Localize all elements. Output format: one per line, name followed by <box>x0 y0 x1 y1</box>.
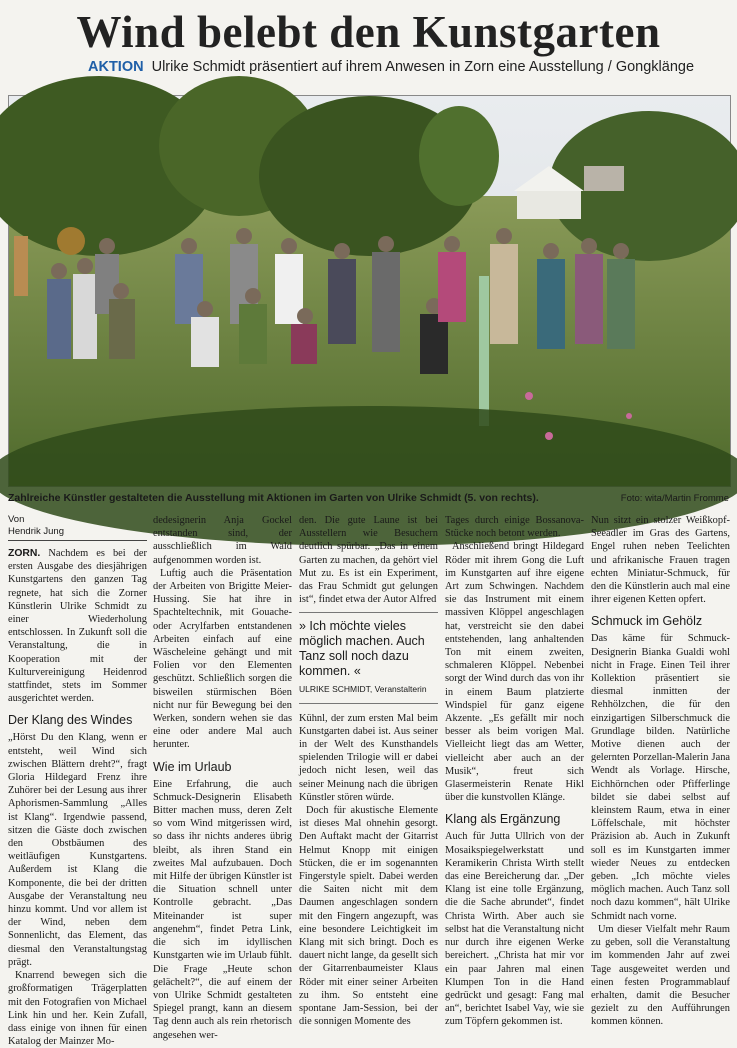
subline <box>88 59 728 75</box>
byline-von: Von <box>8 514 25 525</box>
paragraph: Nun sitzt ein stolzer Weißkopf-Seeadler im Gras des Gartens, Engel ruhen neben Teelichten und afrikanische Frauen tragen echten Miniatur-Schmuck, für den die Künstlerin auch mal eine ihrer eigenen Ketten opfert. <box>591 515 730 606</box>
paragraph: Um dieser Vielfalt mehr Raum zu geben, soll die Veranstaltung im kommenden Jahr auf zwei Tage ausgeweitet werden und einen festen Programmablauf erhalten, damit die Besucher gezielt zu den Aufführungen kommen können. <box>591 923 730 1028</box>
article-column-2 <box>153 514 292 1041</box>
paragraph-text: Nachdem es bei der ersten Ausgabe des diesjährigen Kunstgartens den ganzen Tag regnete, hat sich die Zorner Künstlerin Ulrike Schmidt zu einer Wiederholung entschlossen. In Zukunft soll die Veranstaltung, die in Kooperation mit der Kulturvereinigung Heidenrod stattfindet, stets im Sommer ausgerichtet werden. <box>8 548 147 705</box>
pull-quote-text: » Ich möchte vieles möglich machen. Auch Tanz soll noch dazu kommen. « <box>299 619 425 679</box>
paragraph: Luftig auch die Präsentation der Arbeiten von Brigitte Meier-Hussing. Sie hat ihre in Spachteltechnik, mit Gouache- oder Acrylfarben entstandenen Arbeiten einfach auf eine Wäscheleine gehängt und mit Folien vor den Elementen geschützt. Schließlich sorgen die bisweilen stürmischen Böen nicht nur für Bewegung bei den Werken, sondern wehen sie das eine oder andere Mal auch herunter. <box>153 567 292 751</box>
pull-quote <box>299 612 438 703</box>
photo-caption: Zahlreiche Künstler gestalteten die Ausstellung mit Aktionen im Garten von Ulrike Schmidt (5. von rechts). <box>8 492 539 504</box>
dateline: ZORN. <box>8 548 41 559</box>
paragraph: den. Die gute Laune ist bei Ausstellern wie Besuchern deutlich spürbar. „Das in einem Garten zu machen, da gehört viel Mut zu. Es ist ein Experiment, das Frau Schmidt gut gelungen ist“, findet etwa der Autor Alfred <box>299 515 438 606</box>
subline-text: Ulrike Schmidt präsentiert auf ihrem Anwesen in Zorn eine Ausstellung / Gongklänge <box>151 59 695 75</box>
article-column-3 <box>299 514 438 1028</box>
article-column-1 <box>8 514 147 1048</box>
photo-credit: Foto: wita/Martin Fromme <box>620 493 729 504</box>
garden-group-photo <box>9 96 730 486</box>
article-column-5 <box>591 514 730 1028</box>
subheading: Schmuck im Gehölz <box>591 614 703 629</box>
paragraph: Doch für akustische Elemente ist dieses Mal ohnehin gesorgt. Den Auftakt macht der Gitarrist Helmut Knopp mit einigen Stücken, die er im sogenannten Fingerstyle spielt. Dabei werden die Saiten nicht mit dem Daumen angeschlagen sondern mit den Fingern angezupft, was eine besondere Leichtigkeit im Klang mit sich bringt. Doch es dauert nicht lange, da gesellt sich der Gitarrenbaumeister Klaus Röder mit einer seiner Arbeiten zu ihm. So entsteht eine spontane Jam-Session, bei der die sonnigen Momente des <box>299 805 438 1028</box>
article-column-4 <box>445 514 584 1028</box>
subheading: Wie im Urlaub <box>153 759 232 774</box>
article-photo <box>8 95 731 487</box>
subheading: Der Klang des Windes <box>8 713 133 728</box>
paragraph: „Hörst Du den Klang, wenn er entsteht, weil Wind sich zwischen Blättern dreht?“, fragt Gloria Hildegard Frenz ihre Zuhörer bei der Lesung aus ihrer Aphorismen-Sammlung „Alles ist Klang“. Irgendwie passend, sitzen die Gäste doch zwischen den Obstbäumen des weitläufigen Kunstgartens. Außerdem ist Klang die Komponente, die bei der dritten Ausgabe der Veranstaltung neu hinzu kommt. Und vor allem ist der Wind, neben dem Sonnenlicht, das Element, das diesmal den Veranstaltungstag prägt. <box>8 732 147 968</box>
headline: Wind belebt den Kunstgarten <box>76 7 661 57</box>
kicker: AKTION <box>88 59 144 75</box>
byline-author: Hendrik Jung <box>8 526 64 537</box>
paragraph: Kühnl, der zum ersten Mal beim Kunstgarten dabei ist. Aus seiner in der Welt des Kunsthandels spielenden Trilogie will er dabei jedoch nicht lesen, weil das seiner Meinung nach die übrigen Künstler stören würde. <box>299 712 438 803</box>
paragraph: dedesignerin Anja Gockel entstanden sind, der ausschließlich im Wald aufgenommen worden ist. <box>153 515 292 566</box>
pull-quote-source: ULRIKE SCHMIDT, Veranstalterin <box>299 684 427 695</box>
paragraph: Eine Erfahrung, die auch Schmuck-Designerin Elisabeth Bitter machen muss, deren Zelt so vom Wind mitgerissen wird, so dass ihr nichts anderes übrig bleibt, als ihren Stand ein zweites Mal aufzubauen. Doch mit Hilfe der übrigen Künstler ist die Situation schnell unter Kontrolle gebracht. „Das Miteinander ist super angenehm“, findet Petra Link, die sich im idyllischen Kunstgarten wie im Urlaub fühlt. Die Frage „Heute schon gelächelt?“, die auf einem der von Ulrike Schmidt gestalteten Spiegel prangt, kann an diesem Tag denn auch als rein rhetorisch angesehen wer- <box>153 778 292 1041</box>
byline <box>8 514 147 541</box>
paragraph: Anschließend bringt Hildegard Röder mit ihrem Gong die Luft im Kunstgarten auf ihre eigene Art zum Schwingen. Nachdem sie das Instrument mit einem massiven Klöppel angeschlagen hat, verstreicht sie den dabei entstehenden, lang anhaltenden Ton mit einem zweiten, schmaleren Klöppel. Nebenbei sorgt der Wind durch das von ihr in einem Baum platzierte Windspiel für ganz eigene Akzente. „Es gefällt mir noch besser als beim vorigen Mal. Vielleicht liegt das am Wetter, vielleicht aber auch an der Musik“, freut sich Glasermeisterin Renate Hikl über die kunstvollen Klänge. <box>445 541 584 804</box>
paragraph: Das käme für Schmuck-Designerin Bianka Gualdi wohl nicht in Frage. Einen Teil ihrer Kollektion präsentiert sie diesmal inmitten der Rehhölzchen, die für den einzigartigen Silberschmuck die Grundlage bilden. Natürliche Motive dienen auch der gelernten Porzellan-Malerin Jana Wendt als Vorlage. Hirsche, Eichhörnchen oder Pfifferlinge bildet sie dabei selbst auf kleinstem Raum, etwa in einer Löffelschale, mit höchster Präzision ab. Auch in Zukunft soll es im Kunstgarten immer wieder Neues zu entdecken geben. „Ich möchte vieles möglich machen. Auch Tanz soll noch dazu kommen“, hält Ulrike Schmidt nach vorne. <box>591 633 730 922</box>
subheading: Klang als Ergänzung <box>445 812 561 827</box>
paragraph: Tages durch einige Bossanova-Stücke noch betont werden. <box>445 515 584 540</box>
paragraph <box>8 547 147 705</box>
paragraph: Knarrend bewegen sich die großformatigen Trägerplatten mit den Fotografien von Michael Link hin und her. Kein Zufall, dass einige von ihnen für einen Katalog der Mainzer Mo- <box>8 970 147 1048</box>
paragraph: Auch für Jutta Ullrich von der Mosaikspiegelwerkstatt und Keramikerin Christa Wirth stellt das eine Bereicherung dar. „Der Klang ist eine tolle Ergänzung, die die Sache abrundet“, findet Christa Wirth. Aber auch sie selbst hat die Veranstaltung nicht nur durch ihre eigenen Werke bereichert. „Christa hat mir vor ein paar Jahren mal einen Klumpen Ton in die Hand gedrückt und gesagt: Fang mal an“, berichtet Isabel Vay, wie sie zum Töpfern gekommen ist. <box>445 831 584 1028</box>
